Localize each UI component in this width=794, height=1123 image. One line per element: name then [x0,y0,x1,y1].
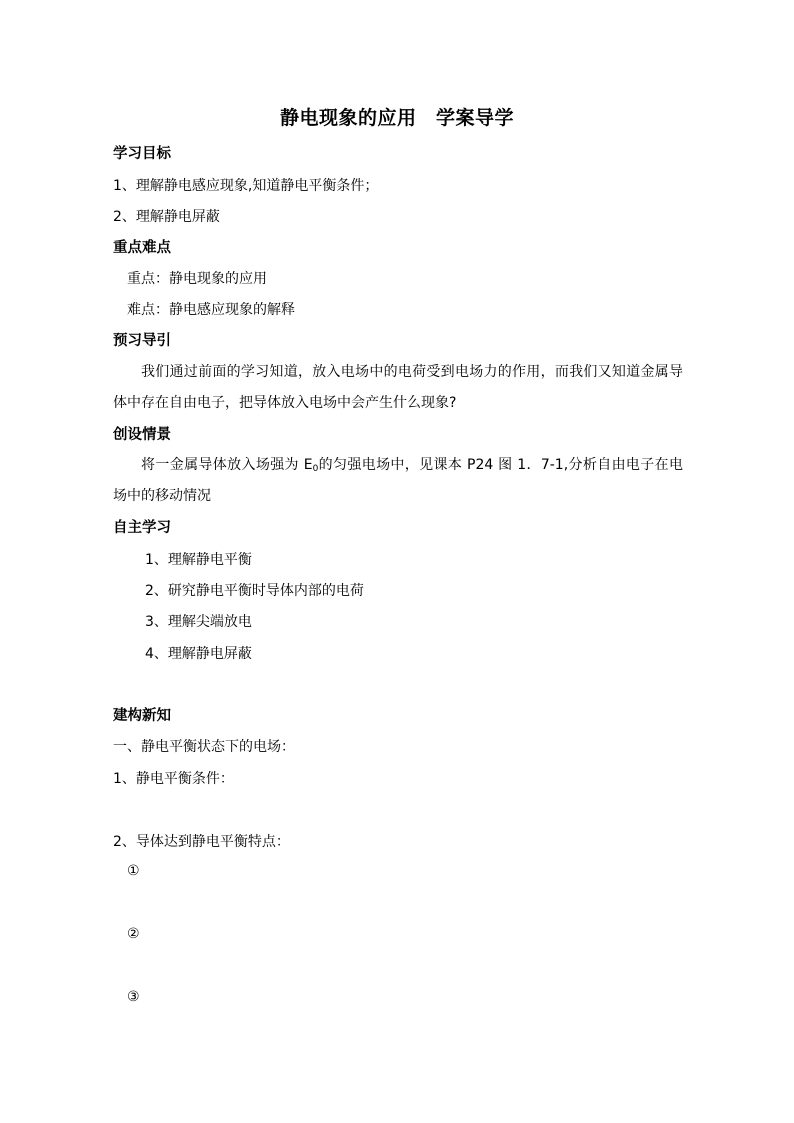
scenario-heading: 创设情景 [113,427,171,443]
objective-item-2: 2、理解静电屏蔽 [113,209,220,225]
self-study-item-1: 1、理解静电平衡 [145,552,252,568]
scenario-paragraph [113,450,683,512]
self-study-item-4: 4、理解静电屏蔽 [145,646,252,662]
key-points-heading: 重点难点 [113,240,171,256]
objectives-heading: 学习目标 [113,146,171,162]
objective-item-1: 1、理解静电感应现象,知道静电平衡条件； [113,178,379,194]
self-study-item-2: 2、研究静电平衡时导体内部的电荷 [145,583,364,599]
scenario-text-before: 将一金属导体放入场强为 E [141,457,313,473]
preview-heading: 预习导引 [113,333,171,349]
difficult-point-text: 难点：静电感应现象的解释 [127,302,295,318]
construct-item-2: 2、导体达到静电平衡特点： [113,834,290,850]
field-subscript: 0 [312,464,319,474]
key-point-text: 重点：静电现象的应用 [127,271,267,287]
self-study-item-3: 3、理解尖端放电 [145,614,252,630]
page-title: 静电现象的应用 学案导学 [279,107,514,129]
construct-section-1: 一、静电平衡状态下的电场： [113,739,295,755]
feature-mark-2: ② [127,926,140,942]
construct-heading: 建构新知 [113,708,171,724]
feature-mark-1: ① [127,863,140,879]
self-study-heading: 自主学习 [113,520,171,536]
scenario-text-after: 的匀强电场中，见课本 P24 图 1．7-1,分析自由电子在电场中的移动情况 [113,457,683,504]
feature-mark-3: ③ [127,989,140,1005]
construct-item-1: 1、静电平衡条件： [113,771,234,787]
preview-paragraph: 我们通过前面的学习知道，放入电场中的电荷受到电场力的作用，而我们又知道金属导体中存在自由电子，把导体放入电场中会产生什么现象? [113,364,683,411]
